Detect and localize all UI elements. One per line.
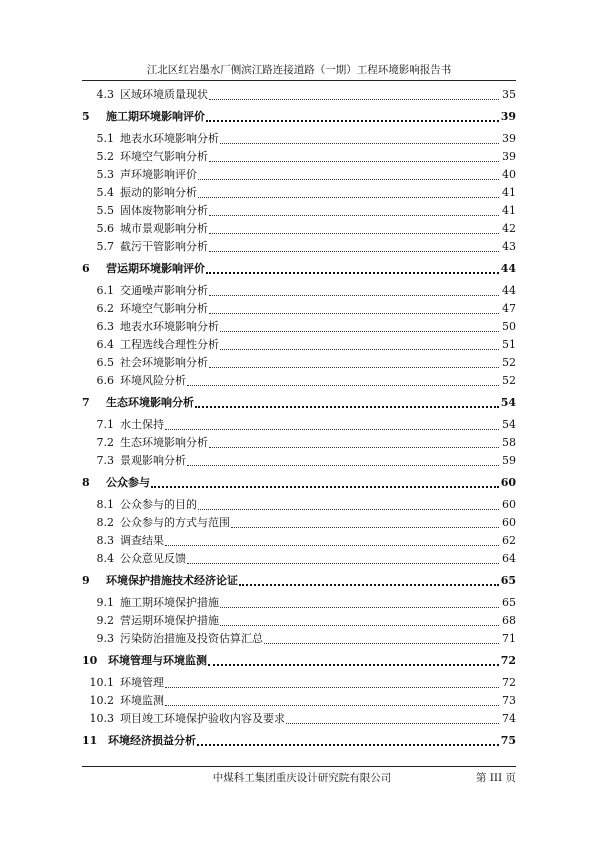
toc-section-entry[interactable] (82, 594, 516, 610)
toc-entry-page: 65 (502, 596, 516, 609)
toc-entry-title: 环境空气影响分析 (120, 302, 208, 315)
toc-entry-number: 10.3 (89, 712, 114, 725)
toc-section-entry[interactable] (82, 86, 516, 102)
toc-entry-title: 振动的影响分析 (120, 186, 197, 199)
toc-leader-dots (209, 285, 499, 296)
toc-leader-dots (187, 553, 499, 564)
toc-entry-title: 地表水环境影响分析 (120, 132, 219, 145)
toc-leader-dots (198, 499, 499, 510)
toc-entry-number: 5.6 (96, 222, 114, 235)
toc-leader-dots (239, 574, 499, 586)
toc-entry-title: 环境经济损益分析 (108, 734, 196, 747)
toc-entry-number: 5.1 (96, 132, 114, 145)
toc-entry-title: 固体废物影响分析 (120, 204, 208, 217)
toc-entry-title: 区域环境质量现状 (120, 88, 208, 101)
toc-leader-dots (209, 357, 499, 368)
toc-entry-number: 6.1 (96, 284, 114, 297)
toc-entry-title: 环境风险分析 (120, 374, 186, 387)
toc-entry-title: 污染防治措施及投资估算汇总 (120, 632, 263, 645)
toc-entry-page: 47 (502, 302, 516, 315)
toc-chapter-entry[interactable] (82, 652, 516, 668)
toc-leader-dots (220, 339, 499, 350)
toc-entry-number: 6 (82, 262, 90, 275)
toc-entry-page: 50 (502, 320, 516, 333)
toc-leader-dots (209, 437, 499, 448)
toc-entry-page: 52 (502, 356, 516, 369)
toc-entry-number: 7.1 (96, 418, 114, 431)
toc-entry-title: 城市景观影响分析 (120, 222, 208, 235)
toc-entry-page: 75 (500, 734, 516, 747)
toc-leader-dots (187, 455, 499, 466)
toc-entry-page: 44 (502, 284, 516, 297)
toc-entry-page: 42 (502, 222, 516, 235)
toc-entry-number: 4.3 (96, 88, 114, 101)
toc-section-entry[interactable] (82, 550, 516, 566)
toc-section-entry[interactable] (82, 184, 516, 200)
toc-entry-number: 6.6 (96, 374, 114, 387)
toc-entry-title: 声环境影响评价 (120, 168, 197, 181)
toc-entry-title: 公众参与的方式与范围 (120, 516, 230, 529)
footer-organization: 中煤科工集团重庆设计研究院有限公司 (212, 772, 392, 784)
toc-leader-dots (206, 110, 499, 122)
toc-entry-title: 调查结果 (120, 534, 164, 547)
toc-leader-dots (197, 734, 499, 746)
toc-entry-page: 65 (500, 574, 516, 587)
toc-leader-dots (208, 654, 499, 666)
toc-section-entry[interactable] (82, 514, 516, 530)
toc-section-entry[interactable] (82, 202, 516, 218)
toc-entry-title: 生态环境影响分析 (120, 436, 208, 449)
toc-leader-dots (209, 151, 499, 162)
toc-leader-dots (165, 677, 499, 688)
toc-entry-title: 水土保持 (120, 418, 164, 431)
footer-rule (82, 766, 516, 767)
toc-entry-title: 公众参与的目的 (120, 498, 197, 511)
toc-entry-title: 公众参与 (106, 476, 150, 489)
toc-entry-page: 64 (502, 552, 516, 565)
toc-entry-title: 环境监测 (120, 694, 164, 707)
toc-section-entry[interactable] (82, 238, 516, 254)
running-header: 江北区红岩墨水厂侧滨江路连接道路（一期）工程环境影响报告书 (146, 64, 452, 76)
toc-leader-dots (151, 476, 499, 488)
toc-entry-page: 60 (502, 516, 516, 529)
toc-leader-dots (220, 597, 499, 608)
toc-chapter-entry[interactable] (82, 108, 516, 124)
toc-leader-dots (198, 187, 499, 198)
toc-entry-title: 公众意见反馈 (120, 552, 186, 565)
header-rule (82, 80, 516, 81)
toc-entry-number: 6.5 (96, 356, 114, 369)
toc-leader-dots (209, 89, 499, 100)
toc-entry-page: 35 (502, 88, 516, 101)
toc-entry-page: 39 (502, 132, 516, 145)
toc-entry-number: 9.1 (96, 596, 114, 609)
toc-entry-page: 73 (502, 694, 516, 707)
toc-entry-page: 59 (502, 454, 516, 467)
toc-section-entry[interactable] (82, 630, 516, 646)
toc-section-entry[interactable] (82, 496, 516, 512)
toc-entry-number: 10 (82, 654, 98, 667)
toc-entry-number: 6.2 (96, 302, 114, 315)
toc-leader-dots (165, 695, 499, 706)
toc-leader-dots (187, 375, 499, 386)
toc-section-entry[interactable] (82, 710, 516, 726)
toc-entry-number: 8.4 (96, 552, 114, 565)
toc-entry-page: 60 (500, 476, 516, 489)
toc-entry-number: 8.2 (96, 516, 114, 529)
toc-leader-dots (195, 396, 499, 408)
toc-section-entry[interactable] (82, 148, 516, 164)
toc-entry-page: 74 (502, 712, 516, 725)
toc-entry-page: 51 (502, 338, 516, 351)
toc-entry-number: 8.1 (96, 498, 114, 511)
toc-entry-page: 58 (502, 436, 516, 449)
toc-entry-title: 生态环境影响分析 (106, 396, 194, 409)
toc-chapter-entry[interactable] (82, 732, 516, 748)
toc-chapter-entry[interactable] (82, 394, 516, 410)
toc-section-entry[interactable] (82, 416, 516, 432)
toc-entry-title: 社会环境影响分析 (120, 356, 208, 369)
toc-entry-page: 62 (502, 534, 516, 547)
toc-entry-page: 52 (502, 374, 516, 387)
toc-leader-dots (209, 205, 499, 216)
toc-entry-number: 9.3 (96, 632, 114, 645)
toc-leader-dots (264, 633, 499, 644)
toc-section-entry[interactable] (82, 354, 516, 370)
toc-entry-number: 5 (82, 110, 90, 123)
toc-entry-number: 8.3 (96, 534, 114, 547)
toc-entry-page: 60 (502, 498, 516, 511)
toc-entry-number: 5.7 (96, 240, 114, 253)
toc-section-entry[interactable] (82, 336, 516, 352)
toc-leader-dots (220, 615, 499, 626)
toc-entry-number: 7 (82, 396, 90, 409)
toc-leader-dots (220, 133, 499, 144)
toc-section-entry[interactable] (82, 612, 516, 628)
toc-entry-page: 54 (502, 418, 516, 431)
toc-chapter-entry[interactable] (82, 572, 516, 588)
toc-entry-title: 环境空气影响分析 (120, 150, 208, 163)
toc-leader-dots (165, 419, 499, 430)
toc-section-entry[interactable] (82, 282, 516, 298)
toc-section-entry[interactable] (82, 692, 516, 708)
toc-leader-dots (209, 303, 499, 314)
toc-section-entry[interactable] (82, 674, 516, 690)
toc-chapter-entry[interactable] (82, 260, 516, 276)
toc-entry-number: 9 (82, 574, 90, 587)
toc-entry-title: 地表水环境影响分析 (120, 320, 219, 333)
toc-entry-title: 项目竣工环境保护验收内容及要求 (120, 712, 285, 725)
toc-entry-number: 8 (82, 476, 90, 489)
toc-leader-dots (206, 262, 499, 274)
toc-leader-dots (220, 321, 499, 332)
toc-entry-page: 68 (502, 614, 516, 627)
toc-entry-number: 6.4 (96, 338, 114, 351)
toc-entry-number: 9.2 (96, 614, 114, 627)
footer-page-number: 第 III 页 (475, 772, 516, 784)
toc-section-entry[interactable] (82, 130, 516, 146)
toc-entry-title: 截污干管影响分析 (120, 240, 208, 253)
toc-section-entry[interactable] (82, 318, 516, 334)
toc-leader-dots (209, 241, 499, 252)
toc-entry-page: 54 (500, 396, 516, 409)
toc-leader-dots (286, 713, 499, 724)
toc-entry-number: 5.2 (96, 150, 114, 163)
toc-entry-title: 环境保护措施技术经济论证 (106, 574, 238, 587)
toc-entry-title: 营运期环境保护措施 (120, 614, 219, 627)
toc-entry-page: 44 (500, 262, 516, 275)
toc-entry-number: 7.2 (96, 436, 114, 449)
toc-entry-number: 11 (82, 734, 98, 747)
toc-entry-number: 5.3 (96, 168, 114, 181)
toc-entry-page: 72 (500, 654, 516, 667)
toc-entry-page: 43 (502, 240, 516, 253)
toc-entry-number: 5.4 (96, 186, 114, 199)
toc-leader-dots (198, 169, 499, 180)
toc-chapter-entry[interactable] (82, 474, 516, 490)
toc-entry-page: 41 (502, 204, 516, 217)
toc-section-entry[interactable] (82, 372, 516, 388)
toc-leader-dots (231, 517, 499, 528)
toc-entry-title: 营运期环境影响评价 (106, 262, 205, 275)
toc-entry-number: 7.3 (96, 454, 114, 467)
toc-section-entry[interactable] (82, 166, 516, 182)
toc-entry-page: 39 (502, 150, 516, 163)
toc-entry-page: 39 (500, 110, 516, 123)
toc-entry-page: 41 (502, 186, 516, 199)
toc-section-entry[interactable] (82, 532, 516, 548)
toc-entry-title: 环境管理 (120, 676, 164, 689)
toc-leader-dots (165, 535, 499, 546)
toc-leader-dots (209, 223, 499, 234)
toc-entry-page: 71 (502, 632, 516, 645)
toc-entry-page: 72 (502, 676, 516, 689)
toc-entry-number: 6.3 (96, 320, 114, 333)
toc-entry-number: 5.5 (96, 204, 114, 217)
toc-entry-title: 景观影响分析 (120, 454, 186, 467)
toc-section-entry[interactable] (82, 300, 516, 316)
toc-section-entry[interactable] (82, 220, 516, 236)
toc-entry-title: 施工期环境影响评价 (106, 110, 205, 123)
toc-section-entry[interactable] (82, 434, 516, 450)
toc-entry-number: 10.1 (89, 676, 114, 689)
toc-entry-title: 环境管理与环境监测 (108, 654, 207, 667)
toc-entry-page: 40 (502, 168, 516, 181)
toc-entry-title: 交通噪声影响分析 (120, 284, 208, 297)
toc-entry-number: 10.2 (89, 694, 114, 707)
toc-section-entry[interactable] (82, 452, 516, 468)
toc-entry-title: 工程选线合理性分析 (120, 338, 219, 351)
toc-entry-title: 施工期环境保护措施 (120, 596, 219, 609)
